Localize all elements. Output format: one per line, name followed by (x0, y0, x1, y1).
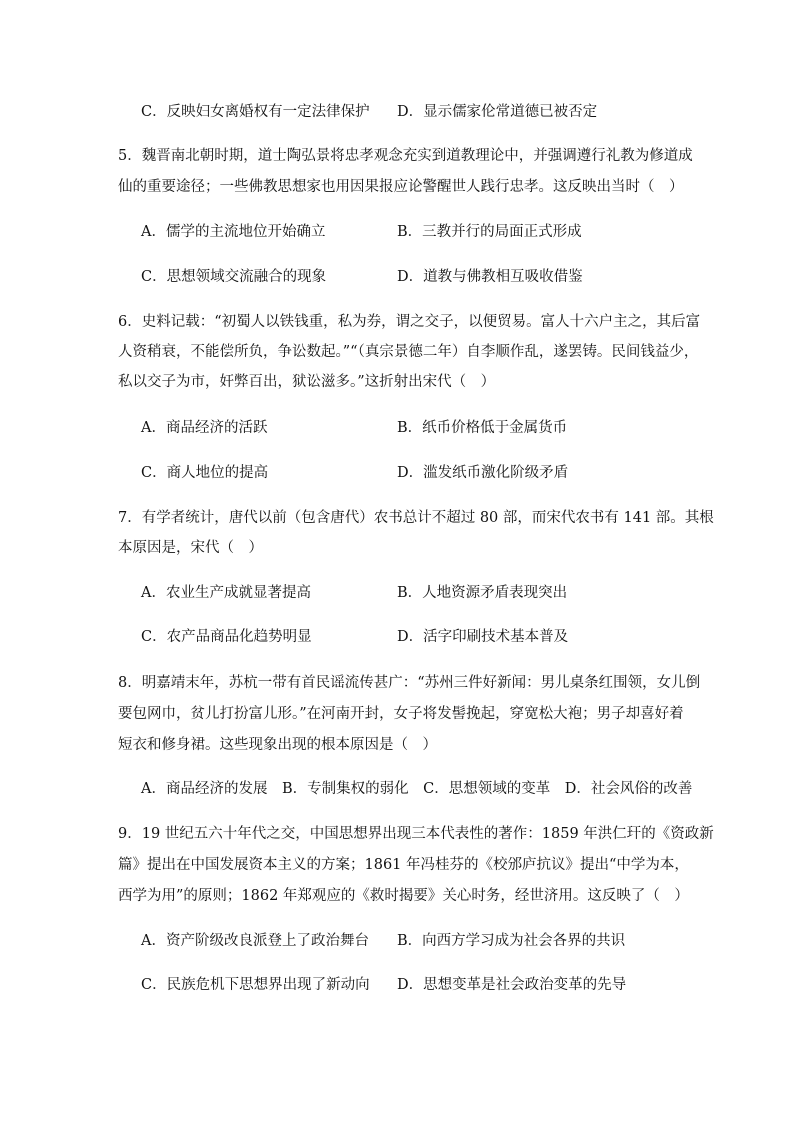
q7-option-a: A．农业生产成就显著提高 (141, 585, 311, 601)
q5-option-c: C．思想领域交流融合的现象 (141, 269, 327, 285)
q6-option-d: D．滥发纸币激化阶级矛盾 (397, 465, 569, 481)
q9-stem-line-3: 西学为用”的原则；1862 年郑观应的《救时揭要》关心时务，经世济用。这反映了（ ） (118, 888, 689, 904)
q9-option-d: D．思想变革是社会政治变革的先导 (397, 977, 627, 993)
q6-option-c: C．商人地位的提高 (141, 465, 269, 481)
q8-stem-line-2: 要包网巾，贫儿打扮富儿形。”在河南开封，女子将发髻挽起，穿宽松大袍；男子却喜好着 (118, 706, 684, 722)
q5-stem-line-2: 仙的重要途径；一些佛教思想家也用因果报应论警醒世人践行忠孝。这反映出当时（ ） (118, 179, 684, 195)
q9-stem-line-2: 篇》提出在中国发展资本主义的方案；1861 年冯桂芬的《校邠庐抗议》提出“中学为本， (118, 857, 689, 873)
q5-option-a: A．儒学的主流地位开始确立 (141, 224, 326, 240)
q5-option-b: B．三教并行的局面正式形成 (397, 224, 582, 240)
q6-stem-line-1: 6．史料记载：“初蜀人以铁钱重，私为券，谓之交子，以便贸易。富人十六户主之，其后富 (118, 314, 701, 330)
q8-options: A．商品经济的发展 B．专制集权的弱化 C．思想领域的变革 D．社会风俗的改善 (141, 781, 693, 797)
q9-option-b: B．向西方学习成为社会各界的共识 (397, 933, 626, 949)
q5-stem-line-1: 5．魏晋南北朝时期，道士陶弘景将忠孝观念充实到道教理论中，并强调遵行礼教为修道成 (118, 148, 693, 164)
q8-stem-line-3: 短衣和修身裙。这些现象出现的根本原因是（ ） (118, 737, 437, 753)
q6-stem-line-2: 人资稍衰，不能偿所负，争讼数起。”“（真宗景德二年）自李顺作乱，遂罢铸。民间钱益少， (118, 344, 699, 360)
q4-option-d: D．显示儒家伦常道德已被否定 (397, 104, 598, 120)
q7-stem-line-2: 本原因是，宋代（ ） (118, 540, 263, 556)
q6-option-a: A．商品经济的活跃 (141, 420, 268, 436)
q7-option-c: C．农产品商品化趋势明显 (141, 629, 312, 645)
q9-stem-line-1: 9．19 世纪五六十年代之交，中国思想界出现三本代表性的著作：1859 年洪仁玕的《资政新 (118, 826, 714, 842)
q6-option-b: B．纸币价格低于金属货币 (397, 420, 568, 436)
q4-option-c: C．反映妇女离婚权有一定法律保护 (141, 104, 370, 120)
q7-option-d: D．活字印刷技术基本普及 (397, 629, 569, 645)
q6-stem-line-3: 私以交子为市，奸弊百出，狱讼滋多。”这折射出宋代（ ） (118, 374, 496, 390)
q7-stem-line-1: 7．有学者统计，唐代以前（包含唐代）农书总计不超过 80 部，而宋代农书有 141 部。其根 (118, 510, 714, 526)
q8-stem-line-1: 8．明嘉靖末年，苏杭一带有首民谣流传甚广：“苏州三件好新闻：男儿桌条红围领，女儿倒 (118, 675, 701, 691)
q9-option-a: A．资产阶级改良派登上了政治舞台 (141, 933, 369, 949)
q5-option-d: D．道教与佛教相互吸收借鉴 (397, 269, 583, 285)
q7-option-b: B．人地资源矛盾表现突出 (397, 585, 568, 601)
q9-option-c: C．民族危机下思想界出现了新动向 (141, 977, 370, 993)
